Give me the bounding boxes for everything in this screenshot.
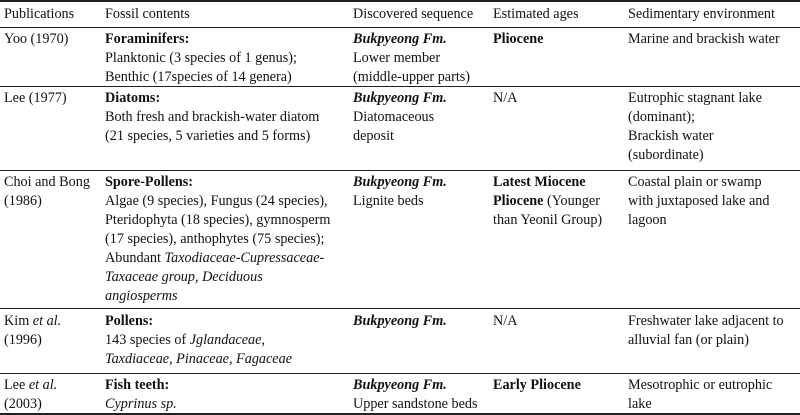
rule-header bbox=[0, 27, 800, 28]
row3-fossil-contents: Spore-Pollens: Algae (9 species), Fungus (24 species), Pteridophyta (18 species), gymnosperm (17 species), anthophytes (75 species); Abundant Taxodiaceae-Cupressaceae- Taxaceae group, Deciduous angiosperms bbox=[105, 174, 331, 304]
row5-publication: Lee et al. (2003) bbox=[4, 377, 58, 412]
row3-publication: Choi and Bong (1986) bbox=[4, 174, 90, 209]
row3-ages: Latest Miocene Pliocene (Younger than Yeonil Group) bbox=[493, 174, 603, 228]
row1-sequence: Bukpyeong Fm. Lower member (middle-upper parts) bbox=[353, 31, 471, 85]
header-fossil-contents: Fossil contents bbox=[105, 6, 190, 22]
row4-ages: N/A bbox=[493, 313, 518, 329]
row1-ages: Pliocene bbox=[493, 31, 544, 47]
row2-sequence: Bukpyeong Fm. Diatomaceous deposit bbox=[353, 90, 447, 144]
row5-sequence: Bukpyeong Fm. Upper sandstone beds bbox=[353, 377, 478, 412]
row4-sequence: Bukpyeong Fm. bbox=[353, 313, 447, 329]
row4-environment: Freshwater lake adjacent to alluvial fan (or plain) bbox=[628, 313, 784, 348]
row2-fossil-contents: Diatoms: Both fresh and brackish-water diatom (21 species, 5 varieties and 5 forms) bbox=[105, 90, 320, 144]
row1-environment: Marine and brackish water bbox=[628, 31, 780, 47]
row3-environment: Coastal plain or swamp with juxtaposed lake and lagoon bbox=[628, 174, 770, 228]
header-publications: Publications bbox=[4, 6, 75, 22]
row4-fossil-contents: Pollens: 143 species of Jglandaceae, Taxdiaceae, Pinaceae, Fagaceae bbox=[105, 313, 292, 367]
rule-row3 bbox=[0, 308, 800, 309]
row2-ages: N/A bbox=[493, 90, 518, 106]
row5-ages: Early Pliocene bbox=[493, 377, 581, 393]
row3-sequence: Bukpyeong Fm. Lignite beds bbox=[353, 174, 447, 209]
rule-top bbox=[0, 0, 800, 2]
header-sedimentary-environment: Sedimentary environment bbox=[628, 6, 775, 22]
header-estimated-ages: Estimated ages bbox=[493, 6, 579, 22]
row1-publication: Yoo (1970) bbox=[4, 31, 69, 47]
row5-fossil-contents: Fish teeth: Cyprinus sp. bbox=[105, 377, 177, 412]
rule-row4 bbox=[0, 373, 800, 374]
row2-publication: Lee (1977) bbox=[4, 90, 67, 106]
row1-fossil-contents: Foraminifers: Planktonic (3 species of 1 genus); Benthic (17species of 14 genera) bbox=[105, 31, 297, 85]
header-discovered-sequence: Discovered sequence bbox=[353, 6, 474, 22]
row5-environment: Mesotrophic or eutrophic lake bbox=[628, 377, 773, 412]
rule-row2 bbox=[0, 170, 800, 171]
row2-environment: Eutrophic stagnant lake (dominant); Brackish water (subordinate) bbox=[628, 90, 762, 163]
row4-publication: Kim et al. (1996) bbox=[4, 313, 62, 348]
